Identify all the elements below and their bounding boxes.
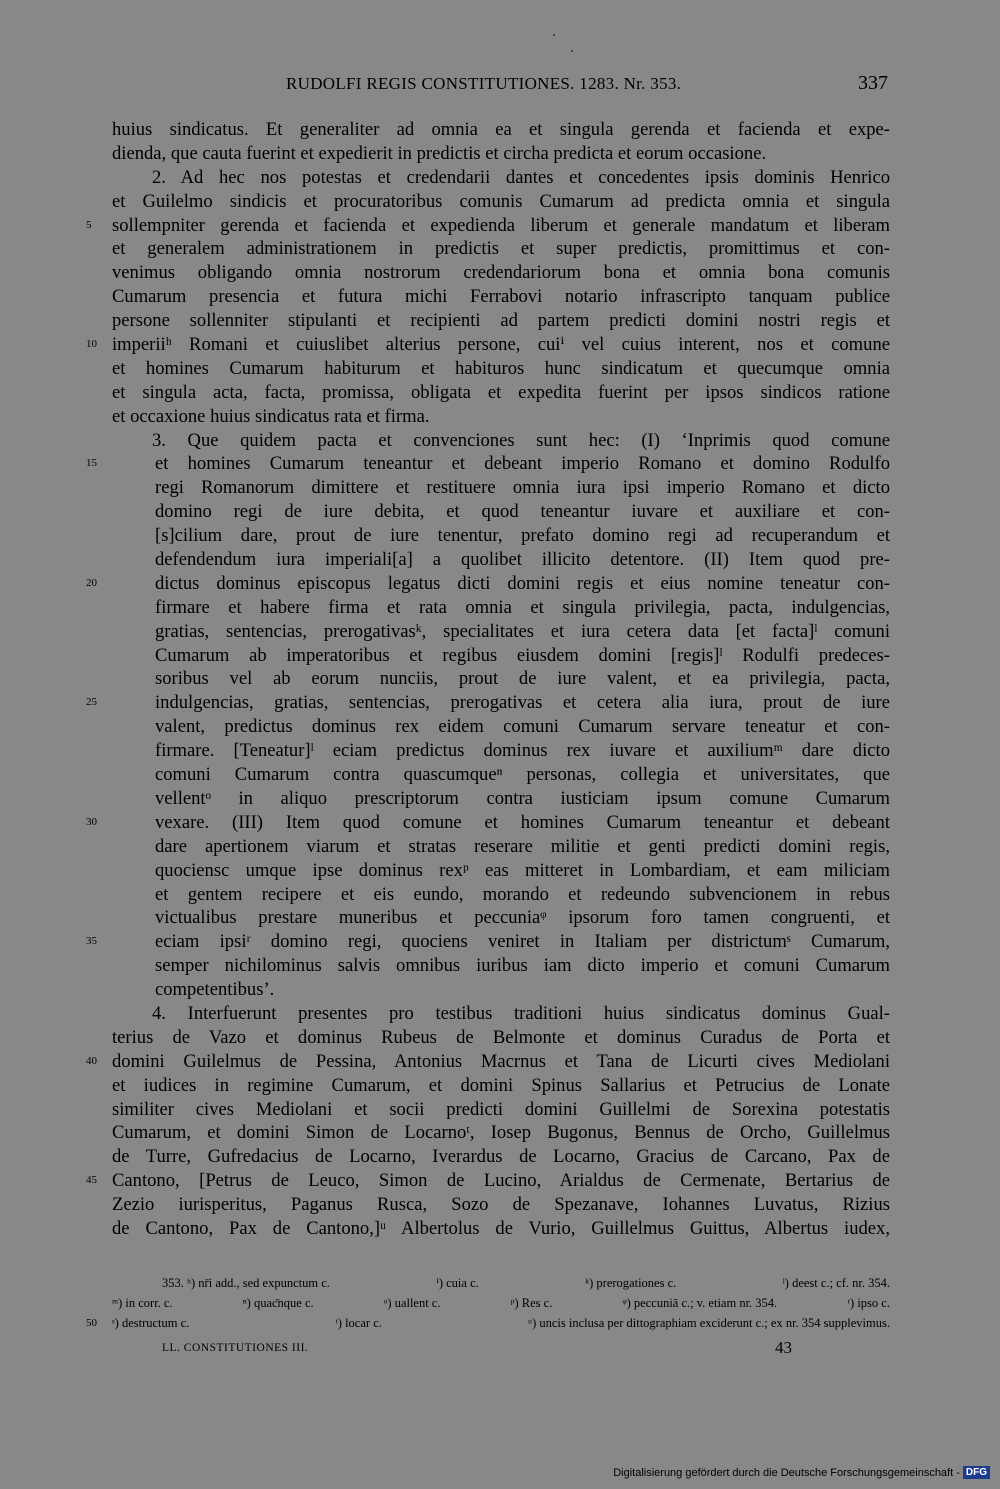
- line-text: soribus vel ab eorum nunciis, prout de iure valent, et ea privilegia, pacta,: [155, 668, 890, 690]
- text-line: [112, 906, 890, 930]
- line-text: comuni Cumarum contra quascumqueⁿ personas, collegia et universitates, que: [155, 764, 890, 786]
- line-text: gratias, sentencias, prerogativasᵏ, specialitates et iura cetera data [et facta]ˡ comuni: [155, 620, 890, 642]
- line-text: indulgencias, gratias, sentencias, prerogativas et cetera alia iura, prout de iure: [155, 692, 890, 714]
- line-text: quociensc umque ipse dominus rexᵖ eas mitteret in Lombardiam, et eam miliciam: [155, 859, 890, 881]
- text-line: [86, 691, 890, 715]
- main-text: [86, 118, 890, 1241]
- text-line: [112, 166, 890, 190]
- line-text: 4. Interfuerunt presentes pro testibus traditioni huius sindicatus dominus Gual-: [152, 1002, 890, 1024]
- text-line: [112, 954, 890, 978]
- text-line: [112, 1193, 890, 1217]
- line-text: Cumarum ab imperatoribus et regibus eiusdem domini [regis]ˡ Rodulfi predeces-: [155, 644, 890, 666]
- footnote-line: [112, 1273, 890, 1293]
- line-text: terius de Vazo et dominus Rubeus de Belmonte et dominus Curadus de Porta et: [112, 1026, 890, 1048]
- text-line: [112, 667, 890, 691]
- text-line: [86, 811, 890, 835]
- footnote: ᵖ) Res c.: [510, 1296, 553, 1310]
- text-line: [112, 142, 890, 166]
- line-text: persone sollenniter stipulanti et recipienti ad partem predicti domini nostri regis et: [112, 310, 890, 332]
- footnote: ᵏ) prerogationes c.: [585, 1276, 677, 1290]
- line-text: de Cantono, Pax de Cantono,]ᵘ Albertolus de Vurio, Guillelmus Guittus, Albertus iudex,: [112, 1217, 890, 1239]
- text-line: [112, 381, 890, 405]
- line-text: Cumarum presencia et futura michi Ferrabovi notario infrascripto tanquam publice: [112, 286, 890, 308]
- text-line: [112, 1121, 890, 1145]
- line-text: firmare. [Teneatur]ˡ eciam predictus dominus rex iuvare et auxiliumᵐ dare dicto: [155, 740, 890, 762]
- dfg-logo: DFG: [963, 1466, 990, 1479]
- line-number: 50: [86, 1317, 97, 1329]
- footnote: ˢ) destructum c.: [112, 1316, 190, 1330]
- line-number: 25: [86, 696, 97, 709]
- line-text: defendendum iura imperiali[a] a quolibet illicito detentore. (II) Item quod pre-: [155, 549, 890, 571]
- text-line: [112, 524, 890, 548]
- text-line: [112, 596, 890, 620]
- line-text: dare apertionem viarum et stratas reserare militie et genti predicti domini regis,: [155, 835, 890, 857]
- text-line: [112, 357, 890, 381]
- text-line: [112, 548, 890, 572]
- text-line: [112, 620, 890, 644]
- text-line: [112, 500, 890, 524]
- footnote: ⁱ) cuia c.: [436, 1276, 479, 1290]
- line-text: et occaxione huius sindicatus rata et firma.: [112, 405, 430, 427]
- line-text: dictus dominus episcopus legatus dicti domini regis et eius nomine teneatur con-: [155, 572, 890, 594]
- text-line: [86, 1169, 890, 1193]
- line-text: 2. Ad hec nos potestas et credendarii dantes et concedentes ipsis dominis Henrico: [152, 166, 890, 188]
- text-line: [112, 476, 890, 500]
- text-line: [112, 118, 890, 142]
- text-line: [112, 644, 890, 668]
- text-line: [112, 405, 890, 429]
- footnote: ᵠ) peccuniā c.; v. etiam nr. 354.: [622, 1296, 778, 1310]
- footnote: ᵘ) uncis inclusa per dittographiam exciderunt c.; ex nr. 354 supplevimus.: [527, 1316, 890, 1330]
- line-text: domini Guilelmus de Pessina, Antonius Macrnus et Tana de Licurti cives Mediolani: [112, 1050, 890, 1072]
- line-text: huius sindicatus. Et generaliter ad omnia ea et singula gerenda et facienda et expe-: [112, 119, 890, 140]
- line-text: Cumarum, et domini Simon de Locarnoᵗ, Iosep Bugonus, Bennus de Orcho, Guillelmus: [112, 1122, 890, 1144]
- credit-text: Digitalisierung gefördert durch die Deutsche Forschungsgemeinschaft -: [613, 1466, 960, 1479]
- text-line: [112, 429, 890, 453]
- line-text: Cantono, [Petrus de Leuco, Simon de Lucino, Arialdus de Cermenate, Bertarius de: [112, 1170, 890, 1192]
- line-text: venimus obligando omnia nostrorum credendariorum bona et omnia bona comunis: [112, 262, 890, 284]
- text-line: [86, 214, 890, 238]
- line-text: de Turre, Gufredacius de Locarno, Iverardus de Locarno, Gracius de Carcano, Pax de: [112, 1146, 890, 1168]
- signature-number: 43: [775, 1338, 792, 1357]
- footnote-line: [112, 1293, 890, 1313]
- line-text: semper nichilominus salvis omnibus iuribus iam dicto imperio et comuni Cumarum: [155, 955, 890, 977]
- line-text: competentibus’.: [155, 979, 275, 1001]
- text-line: [112, 978, 890, 1002]
- line-number: 20: [86, 576, 97, 589]
- text-line: [112, 190, 890, 214]
- speck: [571, 50, 573, 52]
- line-number: 15: [86, 457, 97, 470]
- text-line: [112, 1217, 890, 1241]
- line-text: et gentem recipere et eis eundo, morando et redeundo subvencionem in rebus: [155, 883, 890, 905]
- footnote-line: [86, 1313, 890, 1333]
- line-text: et generalem administrationem in predictis et super predictis, promittimus et con-: [112, 238, 890, 260]
- footnotes: [86, 1273, 890, 1333]
- text-line: [112, 787, 890, 811]
- text-line: [112, 1145, 890, 1169]
- text-line: [112, 309, 890, 333]
- signature-left: LL. CONSTITUTIONES III.: [162, 1342, 309, 1354]
- text-line: [112, 285, 890, 309]
- footnote: ˡ) deest c.; cf. nr. 354.: [782, 1276, 890, 1290]
- line-number: 35: [86, 935, 97, 948]
- line-number: 10: [86, 338, 97, 351]
- line-text: valent, predictus dominus rex eidem comuni Cumarum servare teneatur et con-: [155, 716, 890, 738]
- line-number: 5: [86, 218, 92, 231]
- text-line: [112, 835, 890, 859]
- line-text: victualibus prestare muneribus et peccuniaᵠ ipsorum foro tamen congruenti, et: [155, 907, 890, 929]
- line-text: Zezio iurisperitus, Paganus Rusca, Sozo de Spezanave, Iohannes Luvatus, Rizius: [112, 1194, 890, 1216]
- footnote: ᵗ) locar c.: [335, 1316, 382, 1330]
- line-text: et iudices in regimine Cumarum, et domini Spinus Sallarius et Petrucius de Lonate: [112, 1074, 890, 1096]
- text-line: [112, 1026, 890, 1050]
- text-line: [86, 930, 890, 954]
- footnote: ʳ) ipso c.: [847, 1296, 890, 1310]
- text-line: [112, 1074, 890, 1098]
- page-number: 337: [858, 72, 888, 94]
- line-text: vellentᵒ in aliquo prescriptorum contra iusticiam ipsum comune Cumarum: [155, 787, 890, 809]
- line-text: et homines Cumarum teneantur et debeant imperio Romano et domino Rodulfo: [155, 453, 890, 475]
- text-line: [112, 237, 890, 261]
- line-text: dienda, que cauta fuerint et expedierit in predictis et circha predicta et eorum occasione.: [112, 142, 767, 164]
- text-line: [86, 333, 890, 357]
- speck: [553, 34, 555, 36]
- text-line: [112, 763, 890, 787]
- line-number: 45: [86, 1174, 97, 1187]
- line-text: similiter cives Mediolani et socii predicti domini Guillelmi de Sorexina potestatis: [112, 1098, 890, 1120]
- text-line: [112, 739, 890, 763]
- text-line: [86, 452, 890, 476]
- line-text: 3. Que quidem pacta et convenciones sunt hec: (I) ‘Inprimis quod comune: [152, 429, 890, 451]
- line-text: domino regi de iure debita, et quod teneantur iuvare et auxiliare et con-: [155, 501, 890, 523]
- footnote: ᵐ) in corr. c.: [112, 1296, 173, 1310]
- text-line: [86, 572, 890, 596]
- funding-credit: [613, 1466, 990, 1479]
- line-text: firmare et habere firma et rata omnia et singula privilegia, pacta, indulgencias,: [155, 596, 890, 618]
- footnote: ᵒ) uallent c.: [383, 1296, 441, 1310]
- line-text: et Guilelmo sindicis et procuratoribus comunis Cumarum ad predicta omnia et singula: [112, 190, 890, 212]
- line-text: regi Romanorum dimittere et restituere omnia iura ipsi imperio Romano et dicto: [155, 477, 890, 499]
- text-line: [112, 1002, 890, 1026]
- line-text: vexare. (III) Item quod comune et homines Cumarum teneantur et debeant: [155, 811, 890, 833]
- line-text: sollempniter gerenda et facienda et expedienda liberum et generale mandatum et liberam: [112, 214, 890, 236]
- footnote: ⁿ) quaс̄nque c.: [242, 1296, 314, 1310]
- line-number: 40: [86, 1054, 97, 1067]
- line-text: imperiiʰ Romani et cuiuslibet alterius persone, cuiⁱ vel cuius interent, nos et comune: [112, 334, 890, 356]
- line-number: 30: [86, 815, 97, 828]
- running-title: RUDOLFI REGIS CONSTITUTIONES. 1283. Nr. 353.: [286, 74, 682, 93]
- text-line: [86, 1050, 890, 1074]
- line-text: [s]cilium dare, prout de iure tenentur, prefato domino regi ad recuperandum et: [155, 525, 890, 547]
- text-line: [112, 261, 890, 285]
- line-text: et singula acta, facta, promissa, obligata et expedita fuerint per ipsos sindicos ratione: [112, 381, 890, 403]
- line-text: eciam ipsiʳ domino regi, quociens veniret in Italiam per districtumˢ Cumarum,: [155, 931, 890, 953]
- footnote: 353. ʰ) nr̄i add., sed expunctum c.: [162, 1276, 330, 1290]
- text-line: [112, 883, 890, 907]
- text-line: [112, 715, 890, 739]
- text-line: [112, 1098, 890, 1122]
- line-text: et homines Cumarum habiturum et habituros hunc sindicatum et quecumque omnia: [112, 357, 890, 379]
- text-line: [112, 859, 890, 883]
